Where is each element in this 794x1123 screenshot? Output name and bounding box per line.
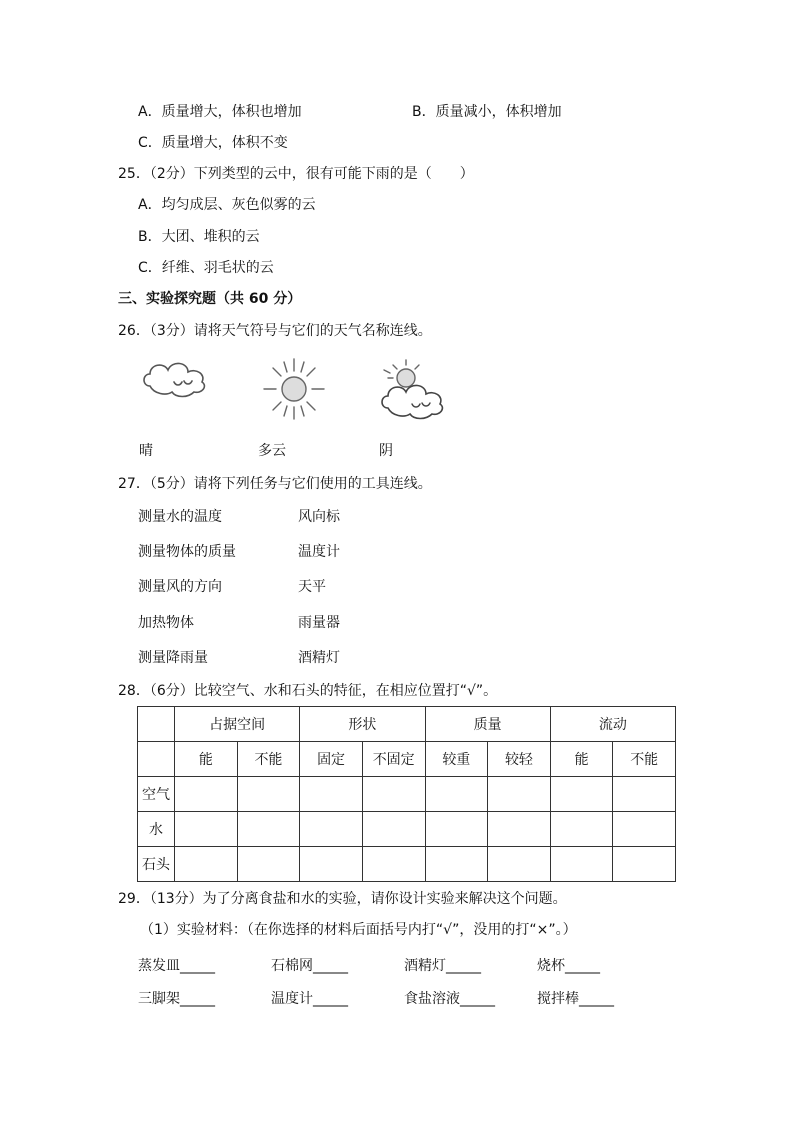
q27-tool: 温度计	[298, 544, 340, 560]
table-corner-cell	[138, 742, 175, 777]
q27-task: 测量物体的质量	[138, 544, 236, 560]
table-group-header: 形状	[300, 707, 425, 742]
q29-material[interactable]: 三脚架_____	[138, 991, 215, 1007]
q28-stem: 28．（6分）比较空气、水和石头的特征，在相应位置打“√”。	[118, 683, 498, 699]
q25-option-b: B．大团、堆积的云	[138, 229, 260, 245]
q27-tool: 酒精灯	[298, 650, 340, 666]
table-cell[interactable]	[237, 812, 300, 847]
table-subheader: 不能	[613, 742, 676, 777]
table-group-header: 质量	[425, 707, 550, 742]
table-subheader: 能	[550, 742, 613, 777]
table-cell[interactable]	[300, 812, 363, 847]
section-title: 三、实验探究题（共 60 分）	[118, 291, 302, 307]
q27-task: 测量降雨量	[138, 650, 208, 666]
table-cell[interactable]	[175, 812, 238, 847]
q29-material[interactable]: 蒸发皿_____	[138, 958, 215, 974]
q29-sub1: （1）实验材料：（在你选择的材料后面括号内打“√”，没用的打“×”。）	[140, 922, 577, 938]
table-cell[interactable]	[550, 812, 613, 847]
sunny-icon	[258, 354, 330, 424]
table-cell[interactable]	[550, 777, 613, 812]
table-row-label: 石头	[138, 847, 175, 882]
table-cell[interactable]	[362, 812, 425, 847]
partly-cloudy-icon	[376, 356, 454, 422]
q29-stem: 29．（13分）为了分离食盐和水的实验，请你设计实验来解决这个问题。	[118, 891, 567, 907]
q29-material[interactable]: 石棉网_____	[271, 958, 348, 974]
table-cell[interactable]	[300, 777, 363, 812]
table-subheader: 能	[175, 742, 238, 777]
q24-option-b: B．质量减小，体积增加	[412, 104, 562, 120]
q25-stem: 25．（2分）下列类型的云中，很有可能下雨的是（ ）	[118, 166, 474, 182]
q26-name-sunny: 晴	[139, 443, 153, 459]
table-cell[interactable]	[175, 847, 238, 882]
q29-material[interactable]: 烧杯_____	[537, 958, 600, 974]
table-cell[interactable]	[550, 847, 613, 882]
table-subheader: 较轻	[488, 742, 551, 777]
table-subheader: 不固定	[362, 742, 425, 777]
comparison-table	[137, 706, 676, 882]
table-cell[interactable]	[425, 812, 488, 847]
table-cell[interactable]	[300, 847, 363, 882]
q29-material[interactable]: 温度计_____	[271, 991, 348, 1007]
table-group-header: 占据空间	[175, 707, 300, 742]
table-cell[interactable]	[362, 847, 425, 882]
table-subheader: 不能	[237, 742, 300, 777]
cloudy-icon	[140, 356, 216, 400]
q27-task: 测量风的方向	[138, 579, 222, 595]
q26-name-overcast: 阴	[379, 443, 393, 459]
table-row	[138, 777, 676, 812]
q25-option-a: A．均匀成层、灰色似雾的云	[138, 197, 316, 213]
table-cell[interactable]	[613, 812, 676, 847]
table-cell[interactable]	[488, 777, 551, 812]
table-cell[interactable]	[613, 847, 676, 882]
table-cell[interactable]	[425, 777, 488, 812]
q29-material[interactable]: 食盐溶液_____	[404, 991, 495, 1007]
table-header-row	[138, 707, 676, 742]
table-subheader: 较重	[425, 742, 488, 777]
table-row	[138, 812, 676, 847]
q24-option-a: A．质量增大，体积也增加	[138, 104, 302, 120]
q27-stem: 27．（5分）请将下列任务与它们使用的工具连线。	[118, 476, 432, 492]
table-row	[138, 847, 676, 882]
q27-tool: 风向标	[298, 509, 340, 525]
q27-tool: 天平	[298, 579, 326, 595]
q24-option-c: C．质量增大，体积不变	[138, 135, 288, 151]
table-cell[interactable]	[488, 847, 551, 882]
q27-task: 加热物体	[138, 615, 194, 631]
table-cell[interactable]	[362, 777, 425, 812]
table-cell[interactable]	[488, 812, 551, 847]
q26-stem: 26．（3分）请将天气符号与它们的天气名称连线。	[118, 323, 432, 339]
q27-task: 测量水的温度	[138, 509, 222, 525]
table-cell[interactable]	[613, 777, 676, 812]
table-subheader: 固定	[300, 742, 363, 777]
table-cell[interactable]	[425, 847, 488, 882]
table-cell[interactable]	[237, 777, 300, 812]
table-cell[interactable]	[237, 847, 300, 882]
table-corner-cell	[138, 707, 175, 742]
q29-material[interactable]: 酒精灯_____	[404, 958, 481, 974]
table-row-label: 水	[138, 812, 175, 847]
q25-option-c: C．纤维、羽毛状的云	[138, 260, 274, 276]
table-row-label: 空气	[138, 777, 175, 812]
q27-tool: 雨量器	[298, 615, 340, 631]
table-subheader-row	[138, 742, 676, 777]
table-group-header: 流动	[550, 707, 675, 742]
q26-name-partly-cloudy: 多云	[258, 443, 286, 459]
q29-material[interactable]: 搅拌棒_____	[537, 991, 614, 1007]
table-cell[interactable]	[175, 777, 238, 812]
